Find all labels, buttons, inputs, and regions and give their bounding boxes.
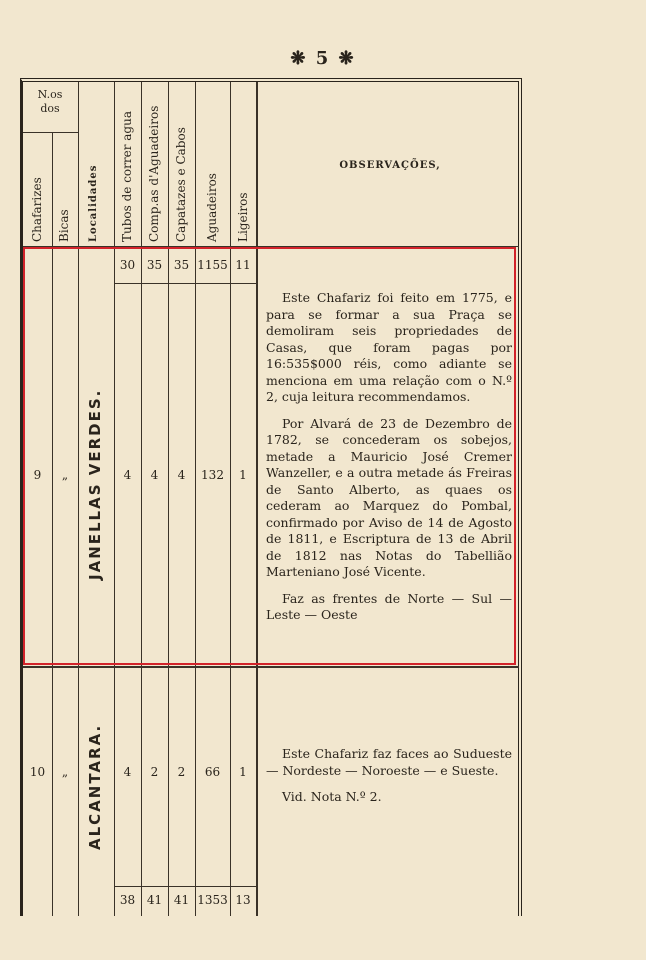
col-divider-bicas-body [52, 248, 53, 916]
row-10-obs-paragraph-2: Vid. Nota N.º 2. [282, 789, 382, 804]
carried-total-capatazes: 35 [173, 258, 190, 272]
row-10-localidade: ALCANTARA. [86, 723, 104, 850]
row-9-obs-paragraph-2: Por Alvará de 23 de Dezembro de 1782, se concederam os sobejos, metade a Mauricio José Cremer Wanzeller, e a outra metade ás Freiras de Santo Alberto, as quaes os cederam ao Marquez do Pombal, confirmado por Aviso de 14 de Agosto de 1811, e Escriptura de 13 de Abril de 1812 nas Notas do Tabellião Marteniano José Vicente. [266, 415, 512, 579]
header-companhias: Comp.as d'Aguadeiros [147, 105, 161, 242]
header-bicas: Bicas [57, 209, 71, 242]
col-divider-ligeiros [230, 82, 231, 916]
header-tubos: Tubos de correr agua [120, 111, 134, 242]
row-9-bica: „ [61, 468, 69, 482]
row-9-tubos: 4 [123, 468, 132, 482]
row-9-capatazes: 4 [177, 468, 186, 482]
row-10-capatazes: 2 [177, 765, 186, 779]
row-9-chafariz: 9 [33, 468, 42, 482]
carried-total-aguadeiros: 1155 [197, 258, 228, 272]
nos-header-rule [23, 132, 78, 133]
carried-total-tubos: 30 [119, 258, 136, 272]
row-10-companhias: 2 [150, 765, 159, 779]
row-9-aguadeiros: 132 [201, 468, 224, 482]
carried-total-companhias: 35 [146, 258, 163, 272]
row-9-obs-paragraph-3: Faz as frentes de Norte — Sul — Leste — Oeste [266, 590, 512, 622]
final-total-ligeiros: 13 [235, 893, 251, 907]
col-divider-tubos [114, 82, 115, 916]
row-divider [23, 666, 519, 668]
carried-totals-rule [114, 283, 257, 284]
row-10-ligeiros: 1 [239, 765, 247, 779]
final-totals-rule [114, 886, 257, 887]
col-divider-companhias [141, 82, 142, 916]
row-10-tubos: 4 [123, 765, 132, 779]
row-10-chafariz: 10 [29, 765, 46, 779]
nos-header [24, 88, 76, 116]
final-total-capatazes: 41 [173, 893, 190, 907]
final-total-aguadeiros: 1353 [197, 893, 228, 907]
final-total-tubos: 38 [119, 893, 136, 907]
row-9-companhias: 4 [150, 468, 159, 482]
row-10-obs-paragraph-1: Este Chafariz faz faces ao Sudueste — Nordeste — Noroeste — e Sueste. [266, 746, 512, 778]
header-localidades: Localidades [88, 164, 99, 242]
row-9-obs-paragraph-1: Este Chafariz foi feito em 1775, e para se formar a sua Praça se demoliram seis propriedades de Casas, que foram pagas por 16:535$000 réis, como adiante se menciona em uma relação com o N.º 2, cuja leitura recommendamos. [266, 290, 512, 404]
nos-header-line2: dos [40, 102, 60, 115]
page-number: ❋ 5 ❋ [290, 48, 356, 69]
final-total-companhias: 41 [146, 893, 163, 907]
row-10-aguadeiros: 66 [204, 765, 221, 779]
carried-total-ligeiros: 11 [235, 258, 251, 272]
row-10-bica: „ [61, 765, 69, 779]
col-divider-localidades [78, 82, 79, 916]
row-9-observacoes [266, 290, 512, 624]
header-chafarizes: Chafarizes [30, 177, 44, 242]
row-9-ligeiros: 1 [239, 468, 247, 482]
header-aguadeiros: Aguadeiros [205, 173, 219, 242]
header-capatazes: Capatazes e Cabos [174, 127, 188, 242]
col-divider-observacoes [256, 82, 258, 916]
row-9-localidade: JANELLAS VERDES. [86, 388, 104, 580]
col-divider-aguadeiros [195, 82, 196, 916]
header-observacoes: OBSERVAÇÕES, [339, 160, 441, 171]
header-bottom-rule [23, 246, 519, 247]
nos-header-line1: N.os [37, 88, 63, 101]
header-ligeiros: Ligeiros [236, 192, 250, 242]
row-10-observacoes [266, 746, 512, 806]
col-divider-bicas [52, 132, 53, 246]
col-divider-capatazes [168, 82, 169, 916]
